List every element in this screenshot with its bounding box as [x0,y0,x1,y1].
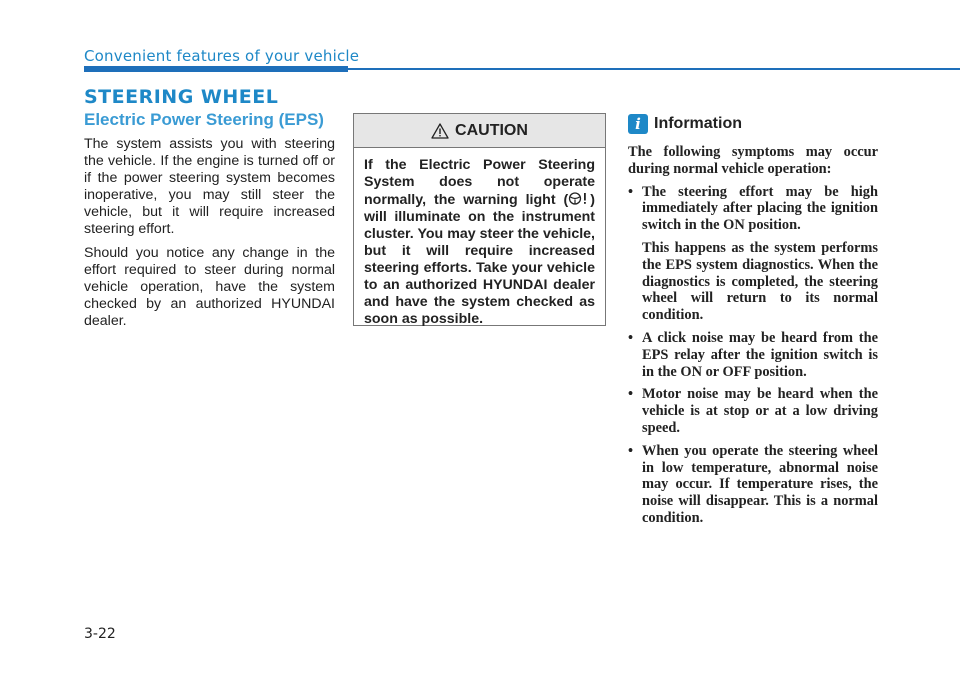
body-paragraph: The system assists you with steering the vehicle. If the engine is turned off or if the power steering system becomes inoperative, you may still steer the vehicle, but it will require increased steering effort. [84,136,335,237]
information-title: Information [654,115,742,132]
list-item-subtext: This happens as the system performs the EPS system diagnostics. When the diagnostics is completed, the steering wheel will return to its normal condition. [642,239,878,324]
body-paragraph: Should you notice any change in the effort required to steer during normal vehicle operation, have the system checked by an authorized HYUNDAI dealer. [84,245,335,329]
information-header [628,114,742,134]
caution-text-end: ) will illuminate on the instrument cluster. You may steer the vehicle, but it will require increased steering efforts. Take your vehicle to an authorized HYUNDAI dealer and have the system checked as soon as possible. [364,192,595,327]
header-title: Convenient features of your vehicle [84,47,360,65]
list-item-text: When you operate the steering wheel in low temperature, abnormal noise may occur. If temperature rises, the noise will disappear. This is a normal condition. [642,442,878,526]
caution-text-start: If the Electric Power Steering System does not operate normally, the warning light ( [364,157,595,208]
information-intro: The following symptoms may occur during normal vehicle operation: [628,144,878,177]
bullet: • [628,442,634,459]
list-item [628,330,878,380]
header-bar [84,66,348,72]
information-text [628,144,878,527]
body-text [84,136,335,337]
list-item [628,386,878,436]
bullet: • [628,329,634,346]
list-item-text: A click noise may be heard from the EPS relay after the ignition switch is in the ON or OFF position. [642,329,878,380]
list-item [628,443,878,527]
info-icon: i [628,114,648,134]
bullet: • [628,386,634,403]
caution-label: CAUTION [455,121,528,139]
warning-triangle-icon [431,123,449,139]
section-title: STEERING WHEEL [84,86,279,108]
header-rule [348,68,960,70]
caution-header [354,114,605,148]
eps-warning-light-icon [568,191,590,206]
caution-box [353,113,606,326]
list-item [628,184,878,324]
information-list [628,184,878,527]
caution-text [354,148,605,328]
bullet: • [628,183,634,200]
list-item-text: Motor noise may be heard when the vehicle is at stop or at a low driving speed. [642,386,878,436]
list-item-text: The steering effort may be high immediately after placing the ignition switch in the ON position. [642,183,878,234]
page-number: 3-22 [84,626,116,642]
section-subtitle: Electric Power Steering (EPS) [84,110,324,129]
